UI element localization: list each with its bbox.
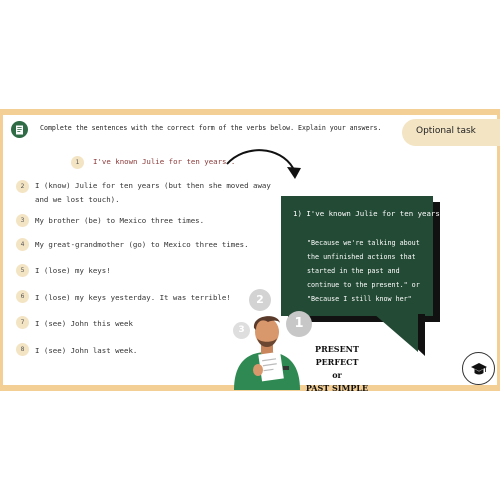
sentence-text: I (see) John this week	[35, 319, 133, 328]
tense-label	[298, 343, 376, 393]
tense-label-line: or	[332, 370, 342, 380]
sentence-text: My brother (be) to Mexico three times.	[35, 216, 205, 225]
optional-task-label: Optional task	[416, 126, 476, 136]
item-number: 4	[16, 238, 29, 251]
example-sentence: I've known Julie for ten years .	[93, 157, 236, 166]
explanation-body: "Because we're talking about the unfinished actions that started in the past and continue to the present." or "Because I still know her"	[307, 239, 420, 303]
sentence-text: My great-grandmother (go) to Mexico three times.	[35, 240, 249, 249]
step-two-circle: 2	[249, 289, 271, 311]
item-number: 5	[16, 264, 29, 277]
explanation-heading: 1) I've known Julie for ten years.	[293, 209, 445, 218]
step-one-circle: 1	[286, 311, 312, 337]
item-number: 7	[16, 316, 29, 329]
tense-label-line: PRESENT PERFECT	[315, 344, 359, 367]
graduation-cap-logo	[462, 352, 495, 385]
tense-label-line: PAST SIMPLE	[305, 383, 369, 393]
optional-task-tag	[402, 119, 500, 146]
sentence-text: I (know) Julie for ten years (but then she moved away	[35, 181, 271, 190]
item-number: 1	[71, 156, 84, 169]
speech-tail	[372, 314, 427, 359]
instruction-text: Complete the sentences with the correct form of the verbs below. Explain your answers.	[40, 124, 382, 132]
sentence-text: I (lose) my keys yesterday. It was terrible!	[35, 293, 231, 302]
sentence-text: I (see) John last week.	[35, 346, 138, 355]
document-icon	[11, 121, 28, 138]
step-three-circle: 3	[233, 322, 250, 339]
explanation-card	[281, 196, 445, 316]
item-number: 8	[16, 343, 29, 356]
item-number: 2	[16, 180, 29, 193]
sentence-text: I (lose) my keys!	[35, 266, 111, 275]
item-number: 3	[16, 214, 29, 227]
curved-arrow	[225, 148, 315, 188]
item-number: 6	[16, 290, 29, 303]
sentence-text: and we lost touch).	[35, 195, 120, 204]
